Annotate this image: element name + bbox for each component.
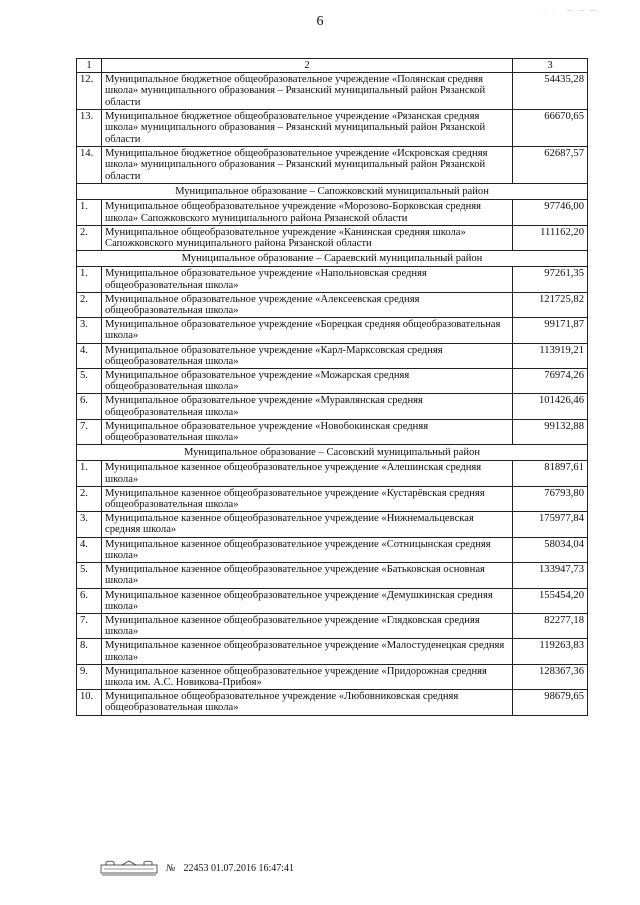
institution-name: Муниципальное общеобразовательное учреждение «Канинская средняя школа» Сапожковского муниципального района Рязанской области xyxy=(102,225,513,250)
institution-name: Муниципальное образовательное учреждение «Алексеевская средняя общеобразовательная школа» xyxy=(102,292,513,317)
table-row xyxy=(77,690,588,715)
row-number: 10. xyxy=(77,690,102,715)
amount-value: 101426,46 xyxy=(513,394,588,419)
institution-name: Муниципальное казенное общеобразовательное учреждение «Сотницынская средняя школа» xyxy=(102,537,513,562)
row-number: 4. xyxy=(77,537,102,562)
institution-name: Муниципальное общеобразовательное учреждение «Морозово-Борковская средняя школа» Сапожковского муниципального района Рязанской области xyxy=(102,200,513,225)
institution-name: Муниципальное казенное общеобразовательное учреждение «Придорожная средняя школа им. А.С. Новикова-Прибоя» xyxy=(102,664,513,689)
institution-name: Муниципальное казенное общеобразовательное учреждение «Глядковская средняя школа» xyxy=(102,613,513,638)
table-row xyxy=(77,292,588,317)
row-number: 3. xyxy=(77,318,102,343)
table-row xyxy=(77,537,588,562)
amount-value: 66670,65 xyxy=(513,110,588,147)
registration-text: 22453 01.07.2016 16:47:41 xyxy=(183,862,294,874)
row-number: 13. xyxy=(77,110,102,147)
table-row xyxy=(77,563,588,588)
amount-value: 99171,87 xyxy=(513,318,588,343)
institution-name: Муниципальное образовательное учреждение «Новобокинская средняя общеобразовательная школа» xyxy=(102,419,513,444)
row-number: 8. xyxy=(77,639,102,664)
row-number: 6. xyxy=(77,588,102,613)
table-row xyxy=(77,110,588,147)
amount-value: 119263,83 xyxy=(513,639,588,664)
amount-value: 113919,21 xyxy=(513,343,588,368)
table-row xyxy=(77,613,588,638)
section-title: Муниципальное образование – Сараевский муниципальный район xyxy=(77,251,588,267)
institution-name: Муниципальное образовательное учреждение «Карл-Марксовская средняя общеобразовательная школа» xyxy=(102,343,513,368)
header-col-3: 3 xyxy=(513,59,588,73)
row-number: 6. xyxy=(77,394,102,419)
amount-value: 81897,61 xyxy=(513,461,588,486)
table-row xyxy=(77,369,588,394)
row-number: 3. xyxy=(77,512,102,537)
amount-value: 76793,80 xyxy=(513,486,588,511)
table-header-row xyxy=(77,59,588,73)
amount-value: 98679,65 xyxy=(513,690,588,715)
amount-value: 58034,04 xyxy=(513,537,588,562)
institution-name: Муниципальное казенное общеобразовательное учреждение «Демушкинская средняя школа» xyxy=(102,588,513,613)
header-col-1: 1 xyxy=(77,59,102,73)
table-row xyxy=(77,639,588,664)
institution-name: Муниципальное общеобразовательное учреждение «Любовниковская средняя общеобразовательная школа» xyxy=(102,690,513,715)
table-row xyxy=(77,588,588,613)
row-number: 5. xyxy=(77,369,102,394)
row-number: 12. xyxy=(77,73,102,110)
amount-value: 111162,20 xyxy=(513,225,588,250)
amount-value: 76974,26 xyxy=(513,369,588,394)
page-number: 6 xyxy=(316,14,324,29)
row-number: 2. xyxy=(77,486,102,511)
row-number: 1. xyxy=(77,267,102,292)
institution-name: Муниципальное казенное общеобразовательное учреждение «Малостуденецкая средняя школа» xyxy=(102,639,513,664)
row-number: 7. xyxy=(77,419,102,444)
institution-name: Муниципальное образовательное учреждение «Можарская средняя общеобразовательная школа» xyxy=(102,369,513,394)
amount-value: 97261,35 xyxy=(513,267,588,292)
footer xyxy=(100,860,294,876)
government-emblem-icon xyxy=(100,860,158,876)
section-row xyxy=(77,184,588,200)
table-row xyxy=(77,394,588,419)
table-row xyxy=(77,419,588,444)
section-title: Муниципальное образование – Сасовский муниципальный район xyxy=(77,445,588,461)
institution-name: Муниципальное образовательное учреждение «Борецкая средняя общеобразовательная школа» xyxy=(102,318,513,343)
amount-value: 133947,73 xyxy=(513,563,588,588)
institution-name: Муниципальное бюджетное общеобразовательное учреждение «Полянская средняя школа» муниципального образования – Рязанский муниципальный район Рязанской области xyxy=(102,73,513,110)
section-title: Муниципальное образование – Сапожковский муниципальный район xyxy=(77,184,588,200)
amount-value: 155454,20 xyxy=(513,588,588,613)
institution-name: Муниципальное бюджетное общеобразовательное учреждение «Рязанская средняя школа» муниципального образования – Рязанский муниципальный район Рязанской области xyxy=(102,110,513,147)
table-row xyxy=(77,318,588,343)
table-row xyxy=(77,486,588,511)
table-row xyxy=(77,147,588,184)
table-row xyxy=(77,664,588,689)
table-row xyxy=(77,225,588,250)
table-row xyxy=(77,343,588,368)
corner-marks: · · · — — — xyxy=(537,8,598,14)
amount-value: 99132,88 xyxy=(513,419,588,444)
amount-value: 97746,00 xyxy=(513,200,588,225)
row-number: 2. xyxy=(77,292,102,317)
row-number: 1. xyxy=(77,200,102,225)
header-col-2: 2 xyxy=(102,59,513,73)
row-number: 1. xyxy=(77,461,102,486)
section-row xyxy=(77,251,588,267)
section-row xyxy=(77,445,588,461)
registration-mark: № xyxy=(166,862,176,874)
amount-value: 175977,84 xyxy=(513,512,588,537)
amount-value: 121725,82 xyxy=(513,292,588,317)
table-row xyxy=(77,512,588,537)
table-row xyxy=(77,461,588,486)
amount-value: 82277,18 xyxy=(513,613,588,638)
amount-value: 62687,57 xyxy=(513,147,588,184)
institution-name: Муниципальное казенное общеобразовательное учреждение «Батьковская основная школа» xyxy=(102,563,513,588)
document-table xyxy=(76,58,588,716)
institution-name: Муниципальное казенное общеобразовательное учреждение «Алешинская средняя школа» xyxy=(102,461,513,486)
row-number: 14. xyxy=(77,147,102,184)
table-row xyxy=(77,267,588,292)
amount-value: 54435,28 xyxy=(513,73,588,110)
row-number: 7. xyxy=(77,613,102,638)
row-number: 2. xyxy=(77,225,102,250)
institution-name: Муниципальное казенное общеобразовательное учреждение «Кустарёвская средняя общеобразовательная школа» xyxy=(102,486,513,511)
institution-name: Муниципальное образовательное учреждение «Муравлянская средняя общеобразовательная школа» xyxy=(102,394,513,419)
institution-name: Муниципальное бюджетное общеобразовательное учреждение «Искровская средняя школа» муниципального образования – Рязанский муниципальный район Рязанской области xyxy=(102,147,513,184)
table-row xyxy=(77,200,588,225)
amount-value: 128367,36 xyxy=(513,664,588,689)
institution-name: Муниципальное образовательное учреждение «Напольновская средняя общеобразовательная школа» xyxy=(102,267,513,292)
row-number: 4. xyxy=(77,343,102,368)
institution-name: Муниципальное казенное общеобразовательное учреждение «Нижнемальцевская средняя школа» xyxy=(102,512,513,537)
row-number: 5. xyxy=(77,563,102,588)
row-number: 9. xyxy=(77,664,102,689)
table-row xyxy=(77,73,588,110)
